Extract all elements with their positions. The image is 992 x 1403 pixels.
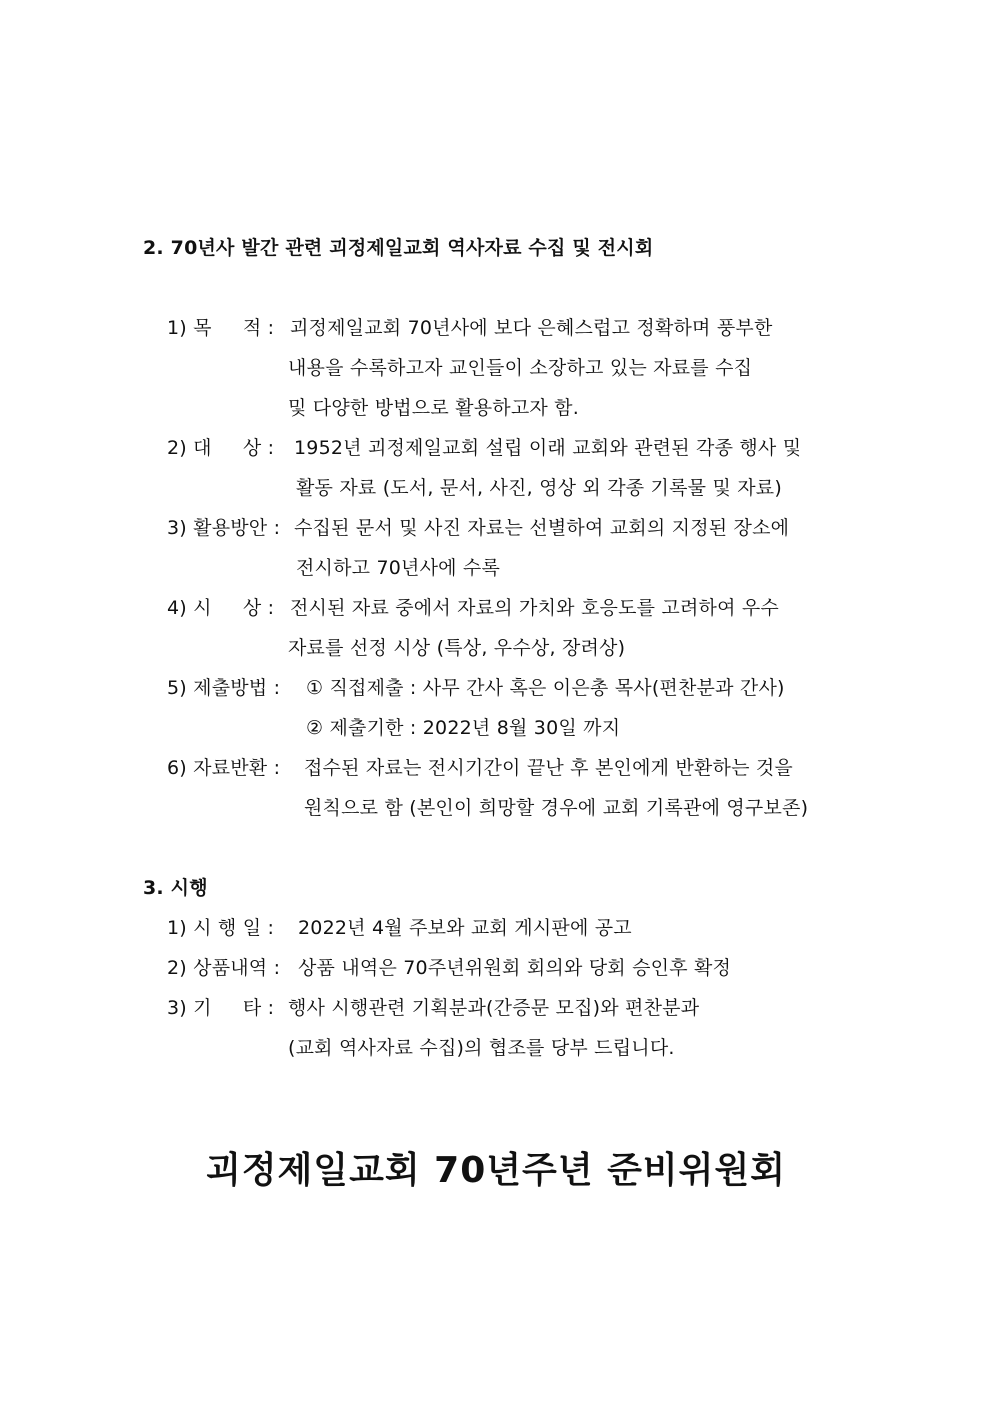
item-target-line: 활동 자료 (도서, 문서, 사진, 영상 외 각종 기록물 및 자료) (296, 477, 782, 499)
section3-heading: 3. 시행 (143, 877, 208, 899)
item-award-line: 전시된 자료 중에서 자료의 가치와 호응도를 고려하여 우수 (290, 597, 779, 619)
item-usage-label: 3) 활용방안 : (167, 517, 281, 539)
item-date-label: 1) 시 행 일 : (167, 917, 275, 939)
item-submit-line: ② 제출기한 : 2022년 8월 30일 까지 (306, 717, 621, 739)
item-purpose-line: 괴정제일교회 70년사에 보다 은혜스럽고 정확하며 풍부한 (290, 317, 773, 339)
item-target-line: 1952년 괴정제일교회 설립 이래 교회와 관련된 각종 행사 및 (294, 437, 802, 459)
item-submit-line: ① 직접제출 : 사무 간사 혹은 이은총 목사(편찬분과 간사) (306, 677, 785, 699)
item-prize-line: 상품 내역은 70주년위원회 회의와 당회 승인후 확정 (298, 957, 732, 979)
item-date-line: 2022년 4월 주보와 교회 게시판에 공고 (298, 917, 632, 939)
item-return-line: 접수된 자료는 전시기간이 끝난 후 본인에게 반환하는 것을 (304, 757, 793, 779)
item-etc-line: 행사 시행관련 기획분과(간증문 모집)와 편찬분과 (288, 997, 700, 1019)
item-return-line: 원칙으로 함 (본인이 희망할 경우에 교회 기록관에 영구보존) (304, 797, 809, 819)
item-purpose-label: 1) 목 적 : (167, 317, 275, 339)
item-award-line: 자료를 선정 시상 (특상, 우수상, 장려상) (288, 637, 626, 659)
item-award-label: 4) 시 상 : (167, 597, 275, 619)
item-return-label: 6) 자료반환 : (167, 757, 281, 779)
section2-heading: 2. 70년사 발간 관련 괴정제일교회 역사자료 수집 및 전시회 (143, 237, 654, 259)
item-etc-label: 3) 기 타 : (167, 997, 275, 1019)
item-usage-line: 전시하고 70년사에 수록 (296, 557, 501, 579)
item-submit-label: 5) 제출방법 : (167, 677, 281, 699)
item-prize-label: 2) 상품내역 : (167, 957, 281, 979)
item-purpose-line: 및 다양한 방법으로 활용하고자 함. (288, 397, 579, 419)
item-purpose-line: 내용을 수록하고자 교인들이 소장하고 있는 자료를 수집 (288, 357, 753, 379)
item-etc-line: (교회 역사자료 수집)의 협조를 당부 드립니다. (288, 1037, 675, 1059)
committee-title: 괴정제일교회 70년주년 준비위원회 (205, 1150, 787, 1191)
item-usage-line: 수집된 문서 및 사진 자료는 선별하여 교회의 지정된 장소에 (294, 517, 790, 539)
item-target-label: 2) 대 상 : (167, 437, 275, 459)
